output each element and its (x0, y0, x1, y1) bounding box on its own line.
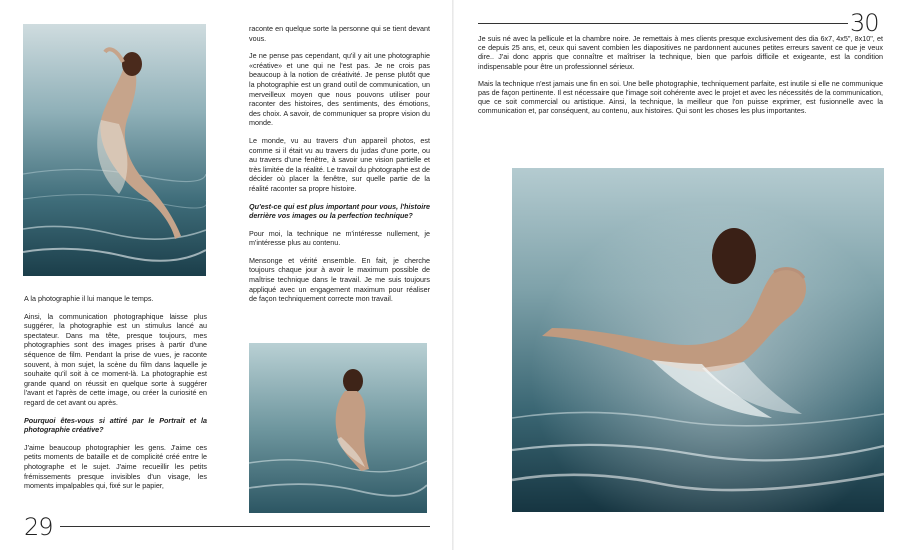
left-text-column-1 (24, 294, 207, 499)
photo-woman-arching-in-water (23, 24, 206, 276)
paragraph: J'aime beaucoup photographier les gens. J'aime ces petits moments de bataille et de complicité créé entre le photographe et le sujet. J'aime recueillir les petits frémissements presque invisibles d'un visage, les moments impalpables qui, fixé sur le papier, (24, 442, 207, 491)
left-text-column-2 (249, 24, 430, 312)
left-page (0, 0, 453, 550)
paragraph: Le monde, vu au travers d'un appareil photos, est comme si il était vu au travers du judas d'une porte, ou au travers d'une fenêtre, à savoir une vision partielle et très limitée de la réalité. Le travail du photographe est de décider où placer la fenêtre, sur quelle partie de la réalité raconter sa propre histoire. (249, 135, 430, 193)
page-number-left: 29 (24, 513, 53, 541)
interview-question: Qu'est-ce qui est plus important pour vous, l'histoire derrière vos images ou la perfection technique? (249, 201, 430, 221)
caption-line: A la photographie il lui manque le temps. (24, 294, 154, 303)
photo-woman-floating-in-water (512, 168, 884, 512)
page-number-right: 30 (850, 9, 879, 37)
header-rule-right (478, 23, 848, 24)
right-text-column (478, 34, 883, 124)
photo-woman-standing-in-water (249, 343, 427, 513)
paragraph: Je ne pense pas cependant, qu'il y ait une photographie «créative» et une qui ne l'est pas. Je ne crois pas beaucoup à la notion de créativité. Je pense plutôt que la photographie est un grand outil de communication, un merveilleux moyen que nous pouvons utiliser pour raconter des histoires, des sentiments, des émotions, des choix. A savoir, de communiquer sa propre vision du monde. (249, 51, 430, 128)
interview-question: Pourquoi êtes-vous si attiré par le Portrait et la photographie créative? (24, 415, 207, 435)
paragraph: Mais la technique n'est jamais une fin en soi. Une belle photographie, techniquement parfaite, est inutile si elle ne communique pas de façon pertinente. Il est nécessaire que l'image soit cohérente avec le projet et avec les nécessités de la communication, que ce soit commercial ou artistique. Ainsi, la technique, la meilleur que l'on puisse exprimer, est fusionnelle avec la communication et, par conséquent, au contenu, aux histoires. Qui sont les choses les plus importantes. (478, 78, 883, 116)
paragraph: Ainsi, la communication photographique laisse plus suggérer, la photographie est un stimulus lancé au spectateur. Dans ma tête, presque toujours, mes photographies sont des images prises à partir d'une séquence de film. Pendant la prise de vues, je raconte souvent, à mon sujet, la scène du film dans laquelle je souhaite qu'il soit à ce moment-là. La photographie est grande quand on réussit en quelque sorte à suggérer l'avant et l'après de cette image, ou créer la curiosité en regard de cet avant ou après. (24, 311, 207, 407)
paragraph: Je suis né avec la pellicule et la chambre noire. Je remettais à mes clients presque exclusivement des dia 6x7, 4x5", 8x10", et ce depuis 25 ans, et, ceux qui savent combien les diapositives ne pardonnent aucunes petites erreurs savent ce que je veux dire.. J'ai donc appris que connaître et maîtriser la technique, bien que parfois difficile et exigeante, est la condition indispensable pour être un professionnel sérieux. (478, 34, 883, 71)
paragraph: Pour moi, la technique ne m'intéresse nullement, je m'intéresse plus au contenu. (249, 228, 430, 248)
paragraph: raconte en quelque sorte la personne qui se tient devant vous. (249, 24, 430, 43)
footer-rule-left (60, 526, 430, 527)
paragraph: Mensonge et vérité ensemble. En fait, je cherche toujours chaque jour à avoir le maximum possible de maîtrise technique dans le travail. Je me suis toujours appliqué avec un engagement maximum pour réaliser de façon techniquement correcte mon travail. (249, 255, 430, 304)
right-page (454, 0, 907, 550)
